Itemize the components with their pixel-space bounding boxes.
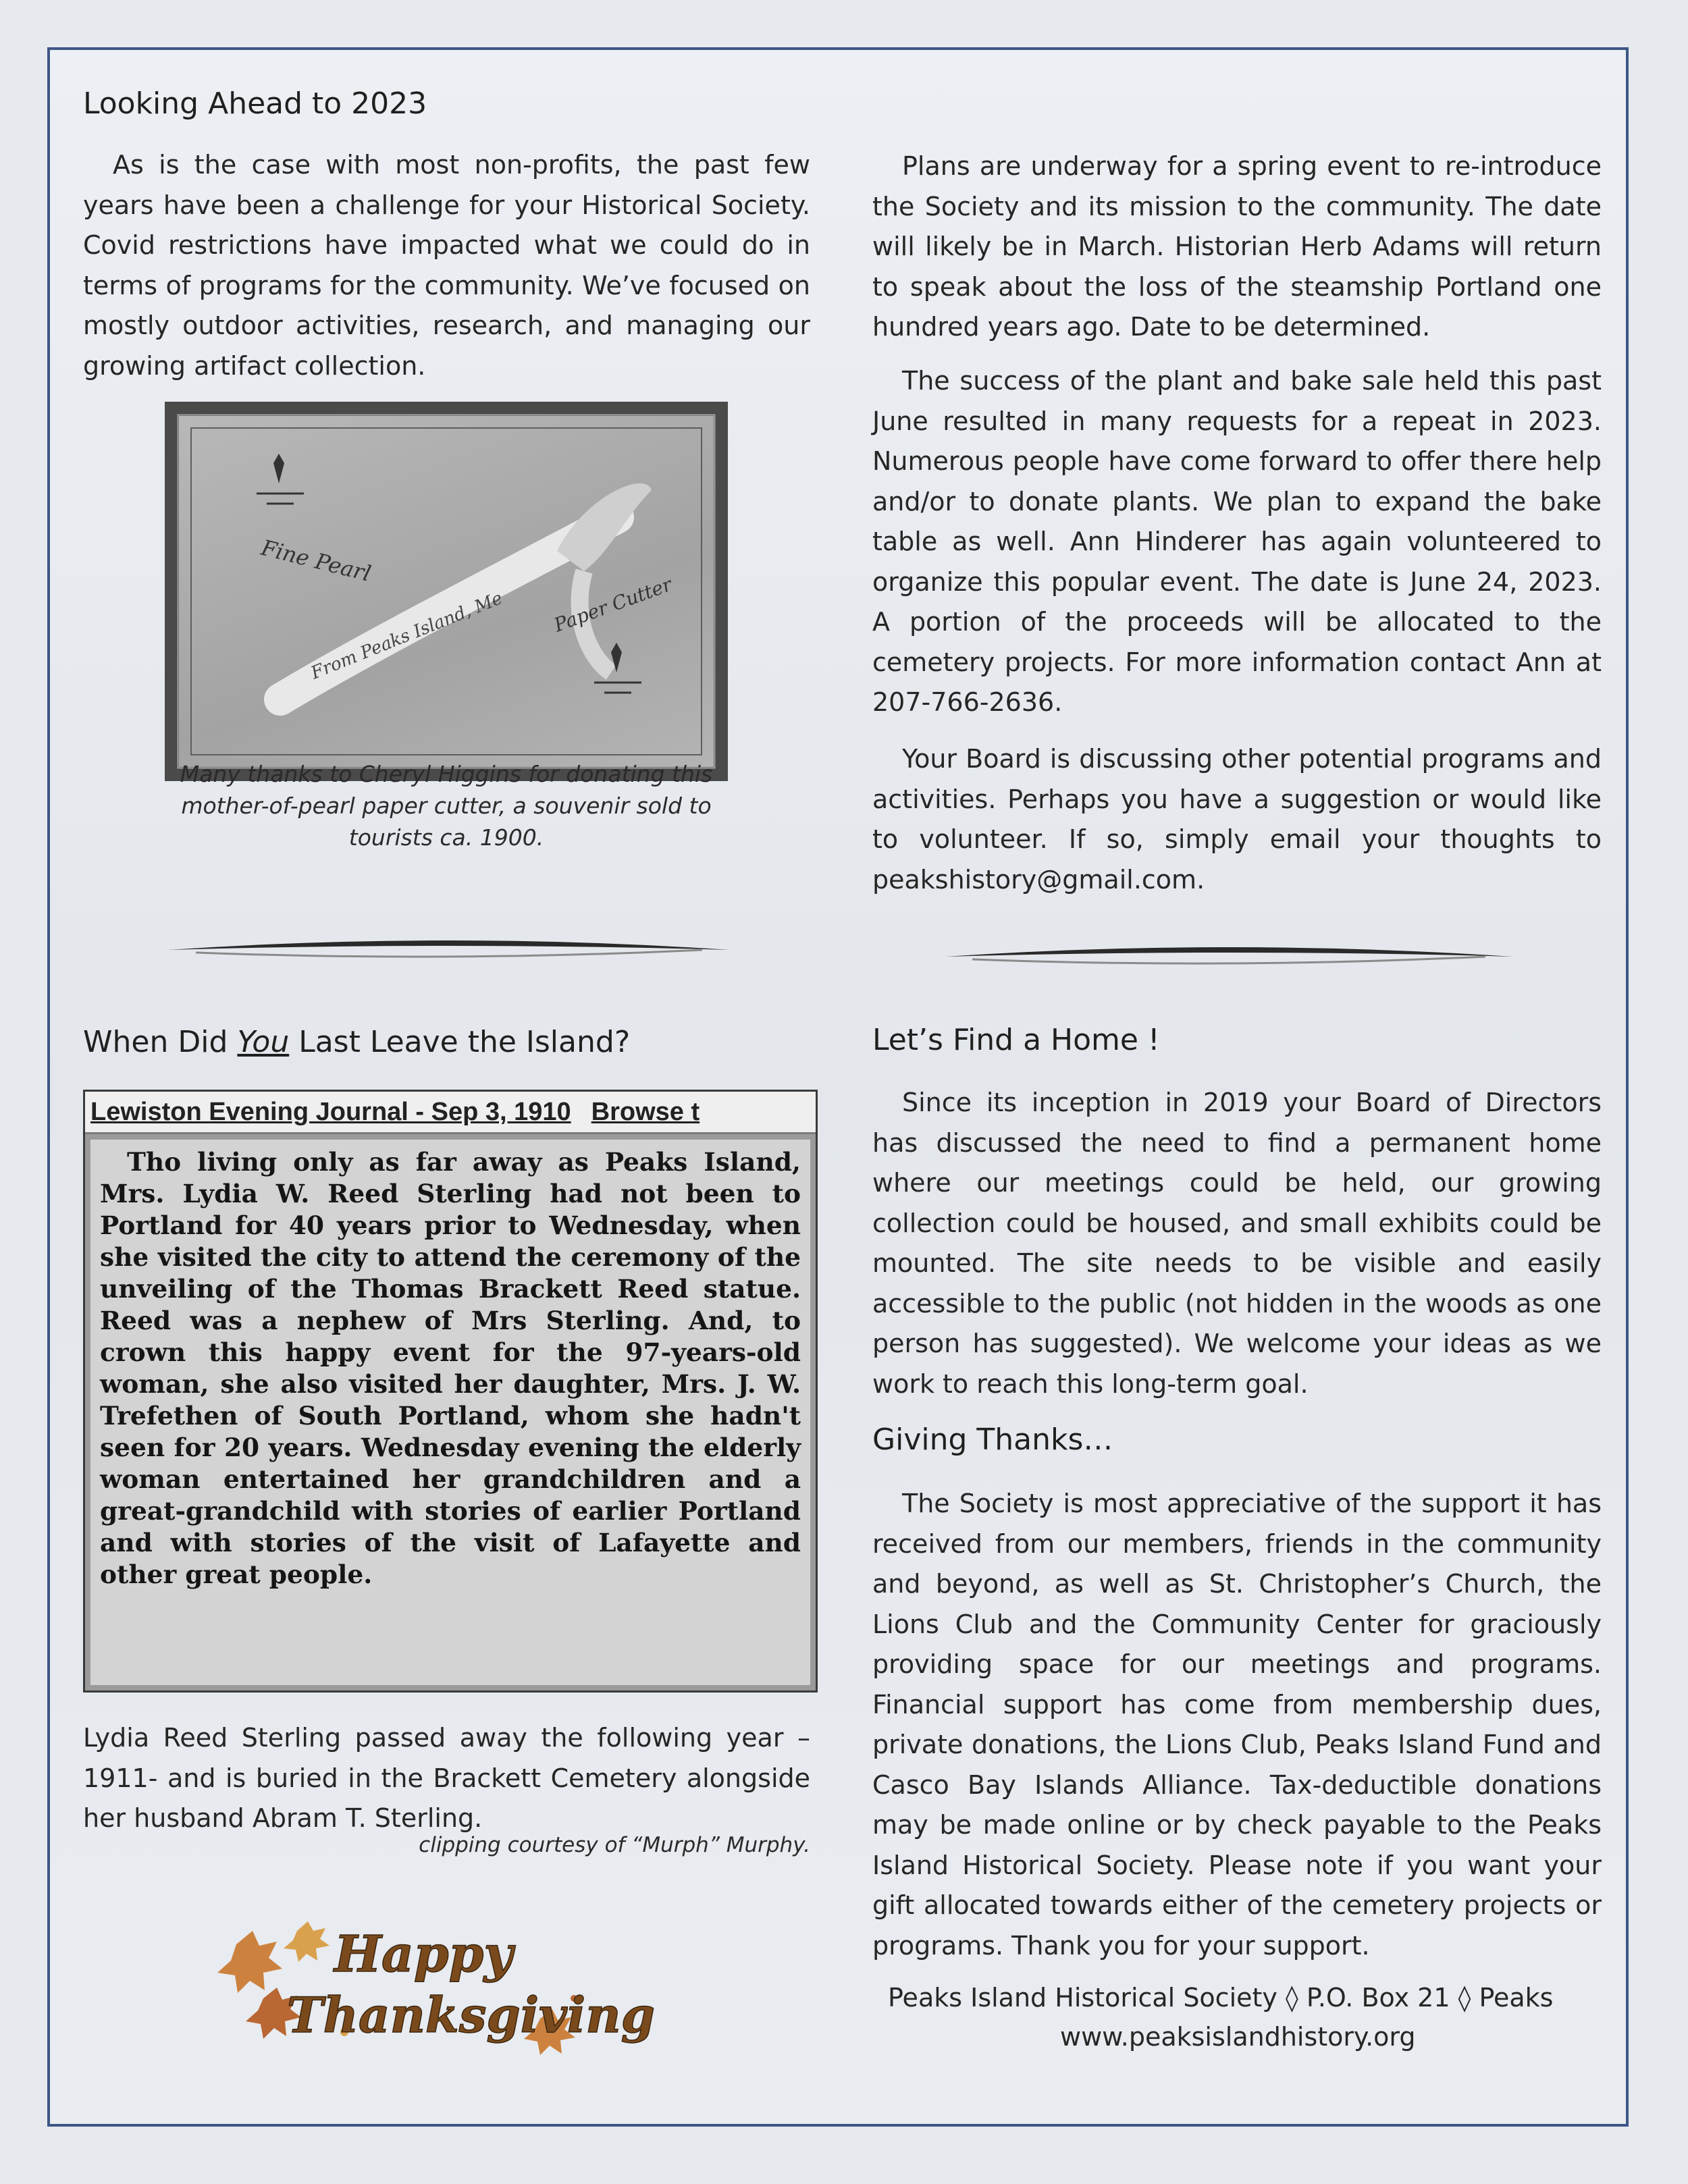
board-paragraph: Your Board is discussing other potential programs and activities. Perhaps you have a suggestion or would like to volunteer. If so, simply email your thoughts to peakshistory@gmail.com. [872,744,1602,895]
clipping-text: Tho living only as far away as Peaks Island, Mrs. Lydia W. Reed Sterling had not been to Portland for 40 years prior to Wednesday, when she visited the city to attend the ceremony of the unveiling of the Thomas Brackett Reed statue. Reed was a nephew of Mrs Sterling. And, to crown this happy event for the 97-years-old woman, she also visited her daughter, Mrs. J. W. Trefethen of South Portland, whom she hadn't seen for 20 years. Wednesday evening the elderly woman entertained her grandchildren and a great-grandchild with stories of earlier Portland and with stories of the visit of Lafayette and other great people. [100,1147,801,1589]
clipping-credit: clipping courtesy of “Murph” Murphy. [419,1833,810,1857]
giving-thanks-paragraph: The Society is most appreciative of the support it has received from our members, friends in the community and beyond, as well as St. Christopher’s Church, the Lions Club and the Community Center for graciously providing space for our meetings and programs. Financial support has come from membership dues, private donations, the Lions Club, Peaks Island Fund and Casco Bay Islands Alliance. Tax-deductible donations may be made online or by check payable to the Peaks Island Historical Society. Please note if you want your gift allocated towards either of the cemetery projects or programs. Thank you for your support. [872,1489,1602,1961]
inscription-paper-cutter: Paper Cutter [551,572,675,637]
inscription-fine-pearl: Fine Pearl [259,534,374,587]
clipping-source: Lewiston Evening Journal - Sep 3, 1910 [90,1098,571,1126]
happy-text: Happy [334,1925,513,1983]
divider-right [945,942,1512,969]
spring-event-paragraph: Plans are underway for a spring event to re-introduce the Society and its mission to the community. The date will likely be in March. Historian Herb Adams will return to speak about the loss of the steamship Portland one hundred years ago. Date to be determined. [872,151,1602,342]
divider-left [169,935,729,962]
find-home-paragraph: Since its inception in 2019 your Board of Directors has discussed the need to find a permanent home where our meetings could be held, our growing collection could be housed, and small exhibits could be mounted. The site needs to be visible and easily accessible to the public (not hidden in the woods as one person has suggested). We welcome your ideas as we work to reach this long-term goal. [872,1088,1602,1399]
footer-address: Peaks Island Historical Society ◊ P.O. Box 21 ◊ Peaks [888,1983,1554,2013]
clipping-browse-link[interactable]: Browse t [591,1098,700,1126]
plant-sale-paragraph: The success of the plant and bake sale held this past June resulted in many requests for a repeat in 2023. Numerous people have come forward to offer there help and/or to donate plants. We plan to expand the bake table as well. Ann Hinderer has again volunteered to organize this popular event. The date is June 24, 2023. A portion of the proceeds will be allocated to the cemetery projects. For more information contact Ann at 207-766-2636. [872,366,1602,717]
thanksgiving-text: Thanksgiving [287,1986,655,2044]
newspaper-clipping [83,1090,818,1693]
paper-cutter-photo [165,402,728,781]
footer-website[interactable]: www.peaksislandhistory.org [1060,2022,1416,2052]
giving-thanks-heading: Giving Thanks… [872,1422,1113,1457]
inscription-from-peaks: From Peaks Island, Me [308,588,506,684]
happy-thanksgiving-graphic [223,1904,655,2059]
find-home-heading: Let’s Find a Home ! [872,1023,1160,1057]
lydia-paragraph: Lydia Reed Sterling passed away the following year – 1911- and is buried in the Brackett Cemetery alongside her husband Abram T. Sterling. [83,1723,810,1833]
clipping-header [85,1092,816,1134]
last-leave-heading: When Did You Last Leave the Island? [83,1025,631,1059]
looking-ahead-heading: Looking Ahead to 2023 [83,86,427,121]
looking-ahead-paragraph: As is the case with most non-profits, the past few years have been a challenge for your Historical Society. Covid restrictions have impacted what we could do in terms of programs for the community. We’ve focused on mostly outdoor activities, research, and managing our growing artifact collection. [83,150,810,381]
photo-caption: Many thanks to Cheryl Higgins for donating this mother-of-pearl paper cutter, a souvenir sold to tourists ca. 1900. [180,761,713,851]
